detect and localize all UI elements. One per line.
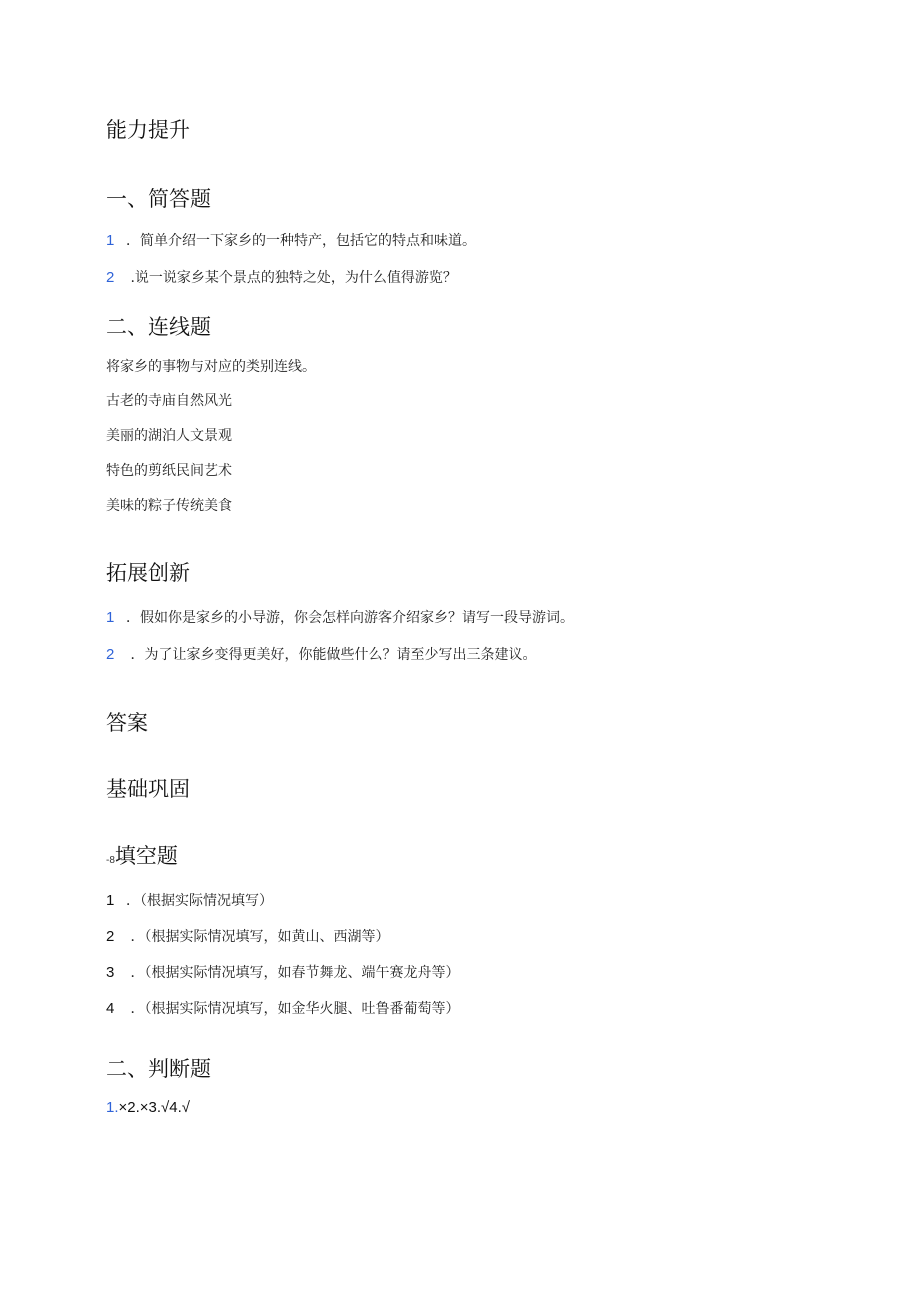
item-number: 4 bbox=[106, 1000, 115, 1017]
item-text: ．（根据实际情况填写，如春节舞龙、端午赛龙舟等） bbox=[126, 965, 460, 981]
item-number: 1 bbox=[106, 892, 115, 909]
matching-heading: 二、连线题 bbox=[106, 315, 211, 339]
item-text: ．（根据实际情况填写，如黄山、西湖等） bbox=[126, 929, 390, 945]
judgement-answer-rest: ×2.×3.√4.√ bbox=[118, 1099, 191, 1116]
fill-blank-heading bbox=[106, 843, 178, 874]
item-text: ．为了让家乡变得更美好，你能做些什么？请至少写出三条建议。 bbox=[126, 647, 537, 663]
section-title-ability: 能力提升 bbox=[106, 118, 190, 142]
item-text: .说一说家乡某个景点的独特之处，为什么值得游览？ bbox=[126, 270, 457, 286]
judgement-answer-first: 1. bbox=[106, 1099, 119, 1116]
matching-line-4: 美味的粽子传统美食 bbox=[106, 498, 232, 514]
fill-blank-answer-1 bbox=[106, 891, 273, 911]
judgement-heading: 二、判断题 bbox=[106, 1057, 211, 1081]
heading-text: 填空题 bbox=[114, 844, 178, 868]
item-number: 2 bbox=[106, 928, 115, 945]
short-answer-item-2 bbox=[106, 268, 457, 288]
fill-blank-answer-3 bbox=[106, 963, 459, 983]
fill-blank-answer-4 bbox=[106, 999, 459, 1019]
short-answer-item-1 bbox=[106, 231, 476, 251]
short-answer-heading: 一、简答题 bbox=[106, 187, 211, 211]
item-number: 1 bbox=[106, 609, 115, 626]
section-title-answers: 答案 bbox=[106, 711, 148, 735]
matching-line-3: 特色的剪纸民间艺术 bbox=[106, 463, 232, 479]
matching-instruction: 将家乡的事物与对应的类别连线。 bbox=[106, 359, 316, 375]
matching-line-2: 美丽的湖泊人文景观 bbox=[106, 428, 232, 444]
heading-prefix: -8 bbox=[106, 855, 115, 866]
item-number: 2 bbox=[106, 646, 115, 663]
item-text: ．（根据实际情况填写） bbox=[126, 893, 273, 909]
item-number: 3 bbox=[106, 964, 115, 981]
item-number: 2 bbox=[106, 269, 115, 286]
matching-line-1: 古老的寺庙自然风光 bbox=[106, 393, 232, 409]
section-title-extension: 拓展创新 bbox=[106, 561, 190, 585]
item-text: ．假如你是家乡的小导游，你会怎样向游客介绍家乡？请写一段导游词。 bbox=[126, 610, 574, 626]
extension-item-2 bbox=[106, 645, 536, 665]
item-number: 1 bbox=[106, 232, 115, 249]
item-text: ．（根据实际情况填写，如金华火腿、吐鲁番葡萄等） bbox=[126, 1001, 460, 1017]
extension-item-1 bbox=[106, 608, 574, 628]
item-text: ．简单介绍一下家乡的一种特产，包括它的特点和味道。 bbox=[126, 233, 476, 249]
judgement-answers bbox=[106, 1098, 190, 1118]
fill-blank-answer-2 bbox=[106, 927, 389, 947]
answers-basic-heading: 基础巩固 bbox=[106, 777, 190, 801]
